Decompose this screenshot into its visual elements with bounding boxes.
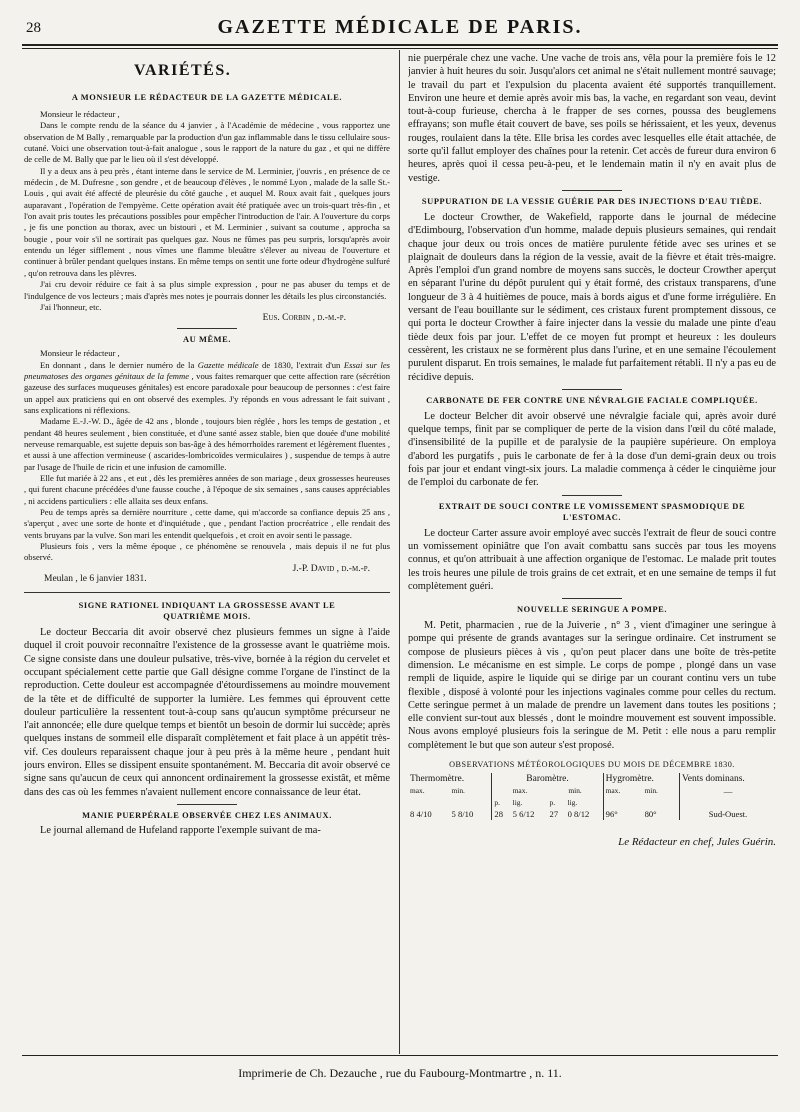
section-title-varietes: VARIÉTÉS.: [134, 62, 232, 79]
section-title-signe: SIGNE RATIONEL INDIQUANT LA GROSSESSE AVANT LE QUATRIÈME MOIS.: [78, 601, 336, 622]
column-divider: [399, 50, 400, 1054]
place-date: Meulan , le 6 janvier 1831.: [44, 573, 147, 584]
paragraph: J'ai cru devoir réduire ce fait à sa plus simple expression , pour ne pas abuser du temps et de l'indulgence de vos lecteurs ; mais d'après mes notes je pourrais donner les détails les plus circonstanciés.: [24, 279, 390, 301]
au-meme-heading: AU MÊME.: [182, 335, 232, 345]
col-max: max.: [492, 785, 548, 797]
paragraph: M. Petit, pharmacien , rue de la Juiverie , n° 3 , vient d'imaginer une seringue à pompe qui présente de grands avantages sur la seringue ordinaire. Cet instrument se compose de plusieurs pièces à vis , qu'on peut placer dans une boîte de très-petite dimension. Le mécanisme en est simple. Le corps de pompe , plongé dans un vase rempli de liquide, aspire le liquide qui se dirige par un courant continu vers un tube flexible , disposé à volonté pour les injections vaginales comme pour celles du rectum. Cette seringue permet à un malade de prendre un lavement dans toutes les positions ; elle convient sur-tout aux blessés , dont le moindre mouvement est souvent impossible. Nous avons employé plusieurs fois la seringue de M. Petit : elle nous a paru remplir complètement le but que son auteur s'est proposé.: [408, 620, 776, 751]
col-min: min.: [568, 786, 582, 796]
paragraph: Le docteur Beccaria dit avoir observé chez plusieurs femmes un signe à l'aide duquel il croit pouvoir reconnaître l'existence de la grossesse avant le quatrième mois. Ce signe consiste dans une douleur pulsative, très-vive, bornée à la région du cervelet et occupant spécialement cette partie que Gall désigne comme l'organe de l'instinct de la reproduction. Cette douleur est accompagnée d'étourdissemens au moindre mouvement de la tête et de difficulté de supporter la lumière. Les femmes qui éprouvent cette douleur particulière la ressentent tout-à-coup sans qu'aucun symptôme précurseur ne l'ait annoncée; elle dure quelque temps et bientôt un besoin de dormir lui succède; après quelques instans de sommeil elle disparaît complètement et fait place à un appétit très-vif. Ces douleurs reparaissent chaque jour à peu près à la même heure , pendant huit jours environ. Elles se dissipent ensuite spontanément. M. Beccaria dit avoir observé ce signe sans qu'aucun de ceux qui annoncent ordinairement la grossesse existât, et même dans des cas où les femmes n'avaient nullement encore connaissance de leur état.: [24, 627, 390, 798]
divider: [562, 495, 622, 496]
footer-rule: [22, 1055, 778, 1056]
paragraph: nie puerpérale chez une vache. Une vache de trois ans, vêla pour la première fois le 12 janvier à huit heures du soir. Jusqu'alors cet animal ne s'était nullement montré sauvage; le travail du part et l'expulsion du placenta avaient été supportés tranquillement. Environ une heure et demie après avoir mis bas, la vache, en regardant son veau, devint tout-à-coup furieuse, chercha à le frapper de ses cornes, poussa des beuglemens effrayans; son mufle était couvert de bave, ses poils se hérissaient, et les yeux, devenus rouges, roulaient dans la tête. Elle brisa les cordes avec lesquelles elle était attachée, de sorte qu'il fallut employer des chaînes pour la retenir. Cet accès de fureur dura environ 6 heures, après quoi il cessa peu-à-peu, et le lendemain matin il n'y en avait plus de vestige.: [408, 53, 776, 184]
closing: J'ai l'honneur, etc.: [40, 301, 102, 312]
section-title-souci: EXTRAIT DE SOUCI CONTRE LE VOMISSEMENT SPASMODIQUE DE L'ESTOMAC.: [438, 501, 746, 522]
salutation: Monsieur le rédacteur ,: [40, 348, 120, 359]
section-title-manie: MANIE PUERPÉRALE OBSERVÉE CHEZ LES ANIMAUX.: [82, 810, 332, 820]
section-title-seringue: NOUVELLE SERINGUE A POMPE.: [516, 605, 668, 615]
paragraph: Elle fut mariée à 22 ans , et eut , dès les premières années de son mariage , deux grossesses heureuses , qui furent chacune précédées d'une fausse couche , à l'époque de six semaines , sans causes appréciables , ni accidens particuliers : elle allaita ses deux enfans.: [24, 472, 390, 506]
paragraph: Madame E.-J.-W. D., âgée de 42 ans , blonde , toujours bien réglée , hors les temps de gestation , et pendant 48 heures seulement , bien constituée, et d'une santé assez stable, bien que douée d'une mobilité nerveuse remarquable, est sujette depuis son bas-âge à des hémorrhoïdes rarement et légèrement fluentes , et aussi à une affection vermineuse ( ascarides-lombricoïdes vermiculaires ) , suspendue de temps à autre par l'usage de l'huile de ricin et une infusion de camomille.: [24, 416, 390, 472]
page-number: 28: [26, 20, 41, 36]
baro-max-p: 28: [492, 808, 511, 820]
letter-heading: A MONSIEUR LE RÉDACTEUR DE LA GAZETTE MÉDICALE.: [71, 93, 343, 102]
right-column: [408, 52, 776, 1050]
salutation: Monsieur le rédacteur ,: [40, 109, 120, 119]
divider: [177, 328, 237, 329]
paragraph: Le journal allemand de Hufeland rapporte l'exemple suivant de ma-: [40, 824, 321, 836]
col-min: min.: [644, 786, 658, 796]
meteo-table: [408, 773, 776, 820]
baro-min-p: 27: [549, 809, 559, 820]
signature-david: J.-P. David , d.-m.-p.: [292, 563, 370, 574]
divider: [562, 598, 622, 599]
paragraph: Plusieurs fois , vers la même époque , ce phénomène se renouvela , mais depuis il ne fut plus observé.: [24, 541, 390, 563]
paragraph: Il y a deux ans à peu près , étant interne dans le service de M. Lerminier, j'ouvris , en présence de ce médecin , de M. Dufresne , son gendre , et de beaucoup d'élèves , le nommé Lyon , malade de la salle St.-Louis , qui avait été affecté de pleurésie du côté gauche , et auquel M. Roux avait fait , quelques jours auparavant , l'opération de l'empyème. Cette opération avait été pratiquée avec un trois-quart très-fin , et l'on avait pris toutes les précautions possibles pour empêcher l'introduction de l'air. A l'ouverture du corps , je fis une ponction au thorax, avec un bistouri , et M. Lerminier , suivant sa coutume , approcha sa bougie , pour voir s'il ne sortirait pas quelques gaz. Nous ne fûmes pas peu surpris, lorsqu'après avoir entendu un léger sifflement , nous vîmes une flamme bleuâtre s'élever au niveau de l'ouverture et continuer à brûler pendant quelques instans. En même temps on sentit une forte odeur d'hydrogène sulfuré , qu'on retrouva dans les plèvres.: [24, 165, 390, 278]
col-max: max.: [603, 785, 642, 797]
thermo-min: 5 8/10: [451, 809, 474, 820]
printer-footer: Imprimerie de Ch. Dezauche , rue du Faubourg-Montmartre , n. 11.: [238, 1066, 562, 1080]
paragraph: Le docteur Belcher dit avoir observé une névralgie faciale qui, après avoir duré quelque temps, finit par se compliquer de perte de la vision dans l'œil du côté malade, d'insensibilité de la pupille et de paralysie de la paupière supérieure. On employa d'abord les purgatifs , puis le carbonate de fer à la dose d'un demi-grain deux ou trois fois par jour et endant vingt-six jours. La maladie commença à céder le cinquième jour de l'emploi du carbonate de fer.: [408, 410, 776, 489]
divider: [562, 190, 622, 191]
vent-value: Sud-Ouest.: [679, 808, 776, 820]
paragraph: Le docteur Carter assure avoir employé avec succès l'extrait de fleur de souci contre un vomissement opiniâtre que l'on avait combattu sans succès par tous les moyens connus, et qu'on attribuait à une affection organique de l'estomac. Le malade prit toutes les trois heures une pilule de trois grains de cet extrait, et en une semaine de temps il fut complètement guéri.: [408, 527, 776, 592]
header-rule: [22, 44, 778, 49]
section-title-suppuration: SUPPURATION DE LA VESSIE GUÉRIE PAR DES INJECTIONS D'EAU TIÈDE.: [421, 196, 763, 206]
baro-label: Baromètre.: [492, 773, 603, 785]
divider: [24, 592, 390, 593]
col-max: max.: [410, 786, 425, 796]
baro-min-lig: 0 8/12: [567, 809, 590, 820]
unit-p: p.: [549, 798, 556, 808]
hygro-max: 96°: [603, 808, 642, 820]
thermo-label: Thermomètre.: [410, 774, 465, 785]
divider: [562, 389, 622, 390]
signature-corbin: Eus. Corbin , d.-m.-p.: [262, 313, 346, 324]
section-title-carbonate: CARBONATE DE FER CONTRE UNE NÉVRALGIE FACIALE COMPLIQUÉE.: [426, 395, 758, 405]
paragraph: En donnant , dans le dernier numéro de la Gazette médicale de 1830, l'extrait d'un Essai sur les pneumatoses des organes génitaux de la femme , vous faites remarquer que cette affection rare (sécrétion gazeuse des surfaces muqueuses génitales) est encore paradoxale pour beaucoup de personnes : c'est faire un appel aux praticiens qui en ont observé des exemples. J'y réponds en vous adressant le fait suivant , sans explications ni réflexions.: [24, 359, 390, 415]
editor-signature: Le Rédacteur en chef, Jules Guérin.: [618, 836, 776, 849]
meteo-title: OBSERVATIONS MÉTÉOROLOGIQUES DU MOIS DE DÉCEMBRE 1830.: [449, 760, 735, 770]
unit-p: p.: [492, 797, 511, 808]
hygro-label: Hygromètre.: [603, 773, 679, 785]
baro-max-lig: 5 6/12: [512, 809, 535, 820]
divider: [177, 804, 237, 805]
paragraph: Dans le compte rendu de la séance du 4 janvier , à l'Académie de médecine , vous rapportez une observation de M Bally , remarquable par la production d'un gaz inflammable dans le tissu cellulaire sous-cutané. Voici une observation tout-à-fait analogue , sous le rapport de la nature du gaz , et qui ne diffère de celle de M. Bally que par le lieu où il s'est développé.: [24, 120, 390, 165]
left-column: [24, 52, 390, 1050]
col-min: min.: [451, 786, 465, 796]
unit-lig: lig.: [567, 798, 578, 808]
hygro-min: 80°: [644, 809, 657, 820]
paragraph: Peu de temps après sa dernière nourriture , cette dame, qui m'accorde sa confiance depuis 25 ans , s'aperçut , avec une sorte de honte et d'inquiétude , que , pendant l'action procréatrice , elle rendait des vents bruyans par la vulve. Son mari les entendit quelquefois , et croit en avoir senti le passage.: [24, 507, 390, 540]
masthead-title: GAZETTE MÉDICALE DE PARIS.: [217, 16, 583, 38]
unit-lig: lig.: [512, 798, 523, 808]
dash: —: [679, 785, 776, 797]
vents-label: Vents dominans.: [679, 773, 776, 785]
paragraph: Le docteur Crowther, de Wakefield, rapporte dans le journal de médecine d'Edimbourg, l'observation d'un homme, malade depuis plusieurs semaines, qui rendait chaque jour deux ou trois onces de matière purulente fétide avec ses urines et se plaignait de douleurs dans la région de la vessie, avait de la fièvre et était très-maigre. Après l'emploi d'un grand nombre de moyens sans succès, le docteur Crowther aperçut en séparant l'urine du dépôt purulent qui y était formé, des cristaux transparens, d'une longueur de 3 à 4 huitièmes de pouce, mais à bords aigus et d'une forme irrégulière. En versant de l'eau bouillante sur le sédiment, ces cristaux furent promptement dissous, ce qui porta le docteur Crowther à faire injecter dans la vessie du malade une pinte d'eau tiède deux fois par jour. L'effet de ce moyen fut prompt et heureux : les douleurs cessèrent, les cristaux ne se formèrent plus dans l'urine, et en une semaine l'écoulement purulent disparut. En trois semaines, le malade fut parfaitement rétabli. Il n'y a pas eu de récidive depuis.: [408, 211, 776, 383]
thermo-max: 8 4/10: [410, 809, 432, 820]
